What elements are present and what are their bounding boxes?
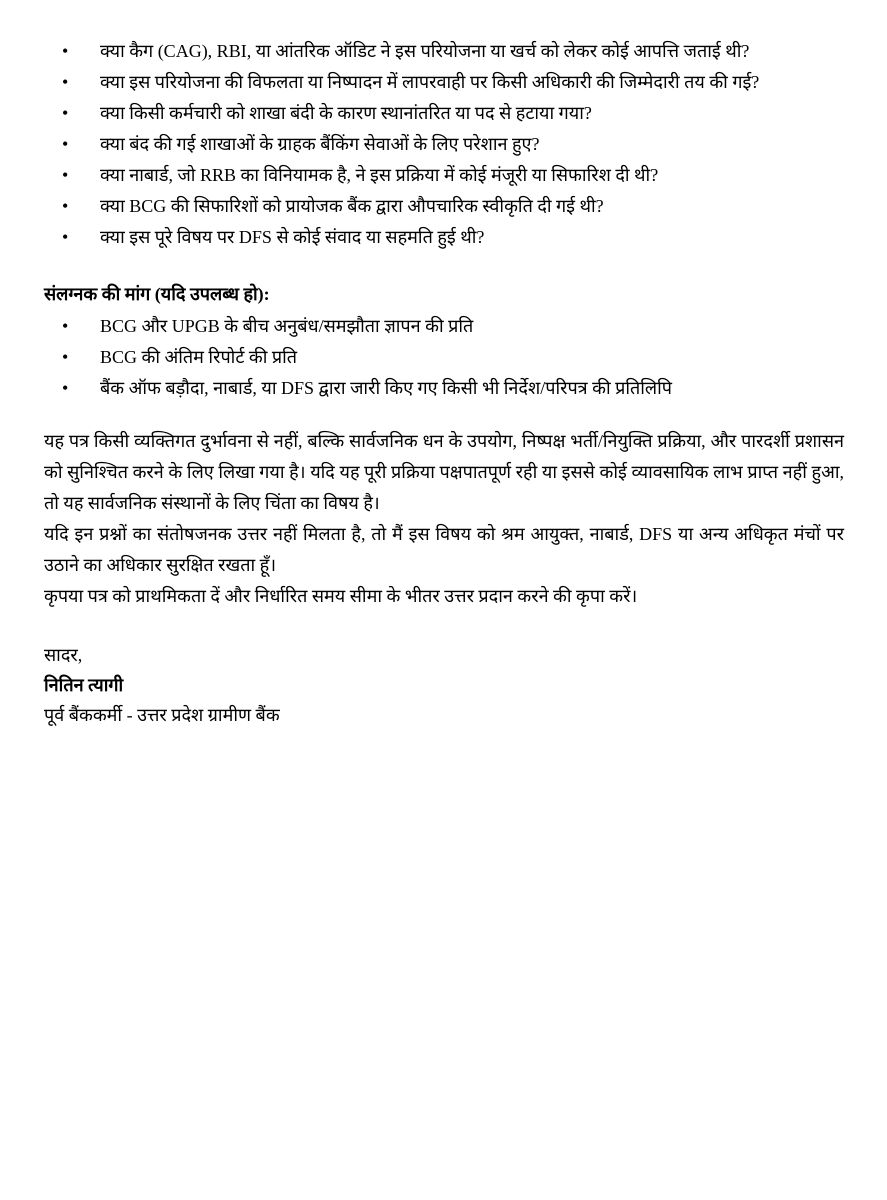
question-text: क्या बंद की गई शाखाओं के ग्राहक बैंकिंग सेवाओं के लिए परेशान हुए? bbox=[100, 134, 540, 154]
questions-list bbox=[0, 36, 887, 253]
list-item bbox=[0, 191, 887, 222]
bullet-icon: • bbox=[62, 378, 69, 398]
bullet-icon: • bbox=[62, 103, 69, 123]
bullet-icon: • bbox=[62, 165, 69, 185]
closing-salutation: सादर, bbox=[44, 645, 83, 665]
list-item bbox=[0, 67, 887, 98]
list-item bbox=[0, 36, 887, 67]
signature-name: नितिन त्यागी bbox=[44, 675, 124, 695]
question-text: क्या किसी कर्मचारी को शाखा बंदी के कारण स्थानांतरित या पद से हटाया गया? bbox=[100, 103, 592, 123]
body-paragraph-escalation: यदि इन प्रश्नों का संतोषजनक उत्तर नहीं मिलता है, तो मैं इस विषय को श्रम आयुक्त, नाबार्ड, DFS या अन्य अधिकृत मंचों पर उठाने का अधिकार सुरक्षित रखता हूँ। bbox=[44, 524, 844, 575]
attachment-text: BCG की अंतिम रिपोर्ट की प्रति bbox=[100, 347, 298, 367]
attachment-text: बैंक ऑफ बड़ौदा, नाबार्ड, या DFS द्वारा जारी किए गए किसी भी निर्देश/परिपत्र की प्रतिलिपि bbox=[100, 378, 673, 398]
question-text: क्या कैग (CAG), RBI, या आंतरिक ऑडिट ने इस परियोजना या खर्च को लेकर कोई आपत्ति जताई थी? bbox=[100, 41, 750, 61]
list-item bbox=[0, 129, 887, 160]
attachments-list bbox=[0, 311, 887, 404]
list-item bbox=[0, 311, 887, 342]
question-text: क्या BCG की सिफारिशों को प्रायोजक बैंक द्वारा औपचारिक स्वीकृति दी गई थी? bbox=[100, 196, 604, 216]
bullet-icon: • bbox=[62, 316, 69, 336]
list-item bbox=[0, 222, 887, 253]
question-text: क्या इस परियोजना की विफलता या निष्पादन में लापरवाही पर किसी अधिकारी की जिम्मेदारी तय की गई? bbox=[100, 72, 760, 92]
list-item bbox=[0, 98, 887, 129]
bullet-icon: • bbox=[62, 196, 69, 216]
question-text: क्या नाबार्ड, जो RRB का विनियामक है, ने इस प्रक्रिया में कोई मंजूरी या सिफारिश दी थी? bbox=[100, 165, 659, 185]
attachment-text: BCG और UPGB के बीच अनुबंध/समझौता ज्ञापन की प्रति bbox=[100, 316, 474, 336]
signature-title: पूर्व बैंककर्मी - उत्तर प्रदेश ग्रामीण बैंक bbox=[44, 705, 280, 725]
bullet-icon: • bbox=[62, 72, 69, 92]
bullet-icon: • bbox=[62, 41, 69, 61]
body-paragraph-request: कृपया पत्र को प्राथमिकता दें और निर्धारित समय सीमा के भीतर उत्तर प्रदान करने की कृपा करें। bbox=[44, 586, 638, 606]
bullet-icon: • bbox=[62, 134, 69, 154]
list-item bbox=[0, 160, 887, 191]
bullet-icon: • bbox=[62, 227, 69, 247]
attachments-heading: संलग्नक की मांग (यदि उपलब्ध हो): bbox=[44, 284, 270, 304]
list-item bbox=[0, 342, 887, 373]
body-paragraph-purpose: यह पत्र किसी व्यक्तिगत दुर्भावना से नहीं, बल्कि सार्वजनिक धन के उपयोग, निष्पक्ष भर्ती/नियुक्ति प्रक्रिया, और पारदर्शी प्रशासन को सुनिश्चित करने के लिए लिखा गया है। यदि यह पूरी प्रक्रिया पक्षपातपूर्ण रही या इससे कोई व्यावसायिक लाभ प्राप्त नहीं हुआ, तो यह सार्वजनिक संस्थानों के लिए चिंता का विषय है। bbox=[44, 431, 844, 513]
list-item bbox=[0, 373, 887, 404]
bullet-icon: • bbox=[62, 347, 69, 367]
question-text: क्या इस पूरे विषय पर DFS से कोई संवाद या सहमति हुई थी? bbox=[100, 227, 485, 247]
